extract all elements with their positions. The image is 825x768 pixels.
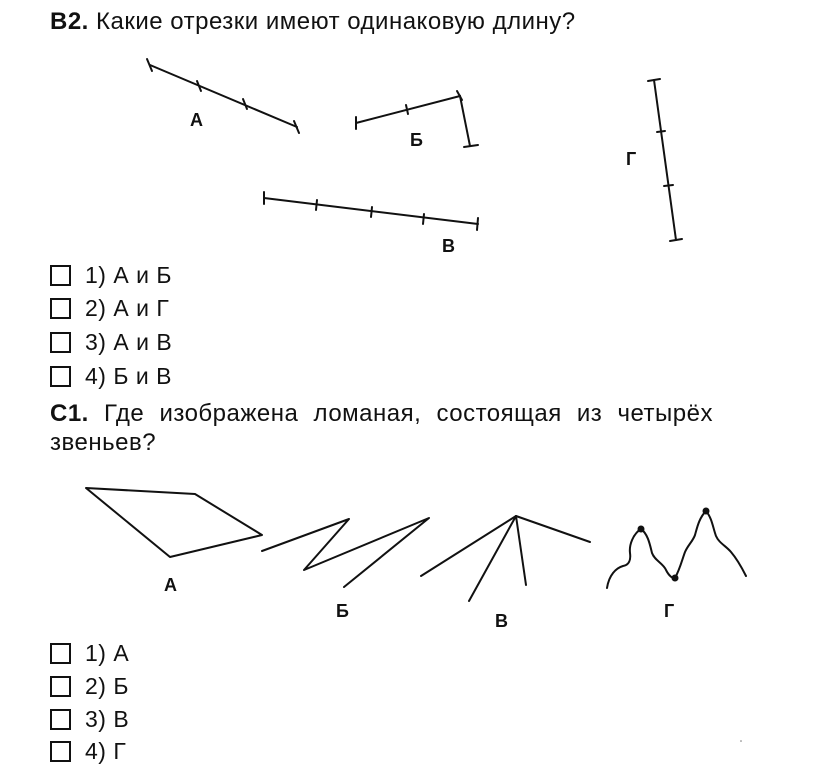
option-number: 4): [85, 737, 107, 764]
answer-option-3[interactable]: [50, 704, 129, 734]
option-number: 2): [85, 294, 107, 321]
option-label: А: [113, 639, 130, 666]
label-a: А: [190, 110, 203, 130]
question-number: С1.: [50, 400, 89, 427]
answer-option-4[interactable]: [50, 736, 126, 766]
option-label: А и Б: [113, 261, 172, 288]
segment-a: [147, 59, 299, 133]
segment-v: [264, 192, 478, 230]
option-label: Г: [113, 737, 127, 764]
curve-vertex-dot: [703, 508, 710, 515]
checkbox[interactable]: [50, 676, 71, 697]
label-v: В: [495, 611, 508, 631]
option-label: В: [113, 705, 130, 732]
figure-a-closed-polyline: [86, 488, 262, 557]
curve-vertex-dot: [672, 575, 679, 582]
checkbox[interactable]: [50, 741, 71, 762]
figure-v-rays: [421, 516, 590, 601]
checkbox[interactable]: [50, 265, 71, 286]
checkbox[interactable]: [50, 366, 71, 387]
label-g: Г: [626, 149, 637, 169]
option-number: 3): [85, 328, 107, 355]
question-c1-text: [50, 400, 790, 458]
segment-g: [648, 79, 682, 241]
option-label: Б: [113, 672, 129, 699]
option-label: А и Г: [113, 294, 170, 321]
option-number: 1): [85, 639, 107, 666]
question-text: Какие отрезки имеют одинаковую длину?: [96, 8, 576, 35]
label-b: Б: [336, 601, 349, 621]
label-b: Б: [410, 130, 423, 150]
option-number: 2): [85, 672, 107, 699]
answer-option-1[interactable]: [50, 638, 129, 668]
figure-b-zigzag: [262, 518, 429, 587]
question-text: Где изображена ломаная, состоящая из четырёх звеньев?: [50, 400, 713, 456]
answer-option-2[interactable]: [50, 671, 129, 701]
curve-vertex-dot: [638, 526, 645, 533]
speck: [740, 740, 742, 742]
checkbox[interactable]: [50, 643, 71, 664]
answer-option-2[interactable]: [50, 293, 169, 323]
checkbox[interactable]: [50, 332, 71, 353]
answer-option-1[interactable]: [50, 260, 172, 290]
answer-option-4[interactable]: [50, 361, 172, 391]
label-v: В: [442, 236, 455, 256]
question-number: В2.: [50, 8, 89, 35]
label-g: Г: [664, 601, 675, 621]
answer-option-3[interactable]: [50, 327, 172, 357]
option-number: 3): [85, 705, 107, 732]
option-label: Б и В: [113, 362, 172, 389]
checkbox[interactable]: [50, 298, 71, 319]
checkbox[interactable]: [50, 709, 71, 730]
option-number: 1): [85, 261, 107, 288]
option-number: 4): [85, 362, 107, 389]
option-label: А и В: [113, 328, 173, 355]
label-a: А: [164, 575, 177, 595]
